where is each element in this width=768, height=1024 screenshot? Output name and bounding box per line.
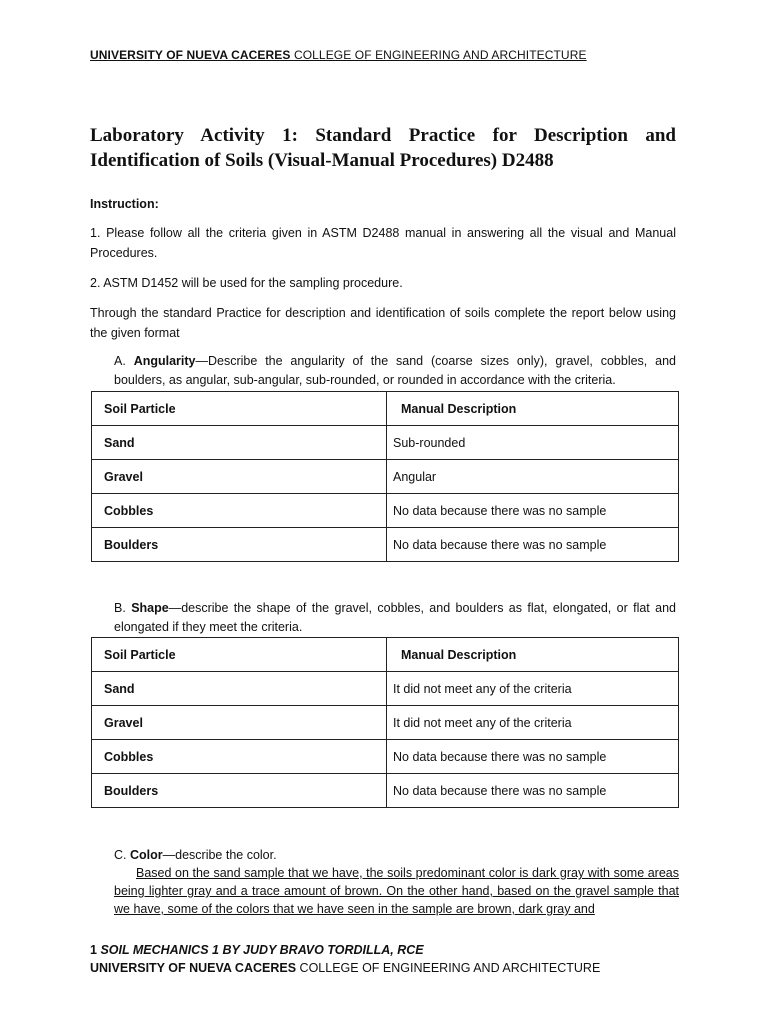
section-a-marker: A.: [114, 354, 126, 368]
table-cell-particle: Cobbles: [92, 494, 387, 528]
color-description: [114, 864, 679, 918]
instruction-1: 1. Please follow all the criteria given in ASTM D2488 manual in answering all the visual and Manual Procedures.: [90, 226, 676, 260]
table-row: [92, 528, 679, 562]
section-a-text: —Describe the angularity of the sand (coarse sizes only), gravel, cobbles, and boulders, as angular, sub-angular, sub-rounded, or rounded in accordance with the criteria.: [114, 354, 676, 387]
table-cell-particle: Sand: [92, 672, 387, 706]
color-description-text: Based on the sand sample that we have, the soils predominant color is dark gray with some areas being lighter gray and a trace amount of brown. On the other hand, based on the gravel sample that we have, some of the colors that we have seen in the sample are brown, dark gray and: [114, 866, 679, 916]
header-college: COLLEGE OF ENGINEERING AND ARCHITECTURE: [293, 48, 587, 62]
shape-table: [91, 637, 679, 808]
table-cell-description: No data because there was no sample: [387, 774, 679, 808]
section-b-term: Shape: [131, 601, 169, 615]
instruction-label: Instruction:: [90, 197, 159, 211]
table-row: [92, 426, 679, 460]
table-cell-description: It did not meet any of the criteria: [387, 706, 679, 740]
table-row: [92, 706, 679, 740]
header-university: UNIVERSITY OF NUEVA CACERES: [90, 48, 291, 62]
section-c-text: —describe the color.: [162, 848, 277, 862]
section-a-heading: [114, 352, 676, 390]
document-title: Laboratory Activity 1: Standard Practice for Description and Identification of Soils (Visual-Manual Procedures) D2488: [90, 125, 676, 171]
table-cell-description: Sub-rounded: [387, 426, 679, 460]
table-cell-description: Angular: [387, 460, 679, 494]
table-cell-particle: Cobbles: [92, 740, 387, 774]
section-b-heading: [114, 599, 676, 637]
table-cell-description: No data because there was no sample: [387, 494, 679, 528]
table-cell-particle: Sand: [92, 426, 387, 460]
table-row: [92, 672, 679, 706]
column-header-soil-particle: Soil Particle: [92, 638, 387, 672]
footer-college: COLLEGE OF ENGINEERING AND ARCHITECTURE: [299, 961, 601, 975]
section-c-marker: C.: [114, 848, 127, 862]
section-c-heading: [114, 846, 676, 865]
section-a-term: Angularity: [133, 354, 196, 368]
table-cell-particle: Boulders: [92, 528, 387, 562]
instruction-2: 2. ASTM D1452 will be used for the sampling procedure.: [90, 276, 403, 290]
table-row: [92, 494, 679, 528]
table-header-row: [92, 638, 679, 672]
table-cell-description: It did not meet any of the criteria: [387, 672, 679, 706]
intro-paragraph: Through the standard Practice for description and identification of soils complete the report below using the given format: [90, 306, 676, 340]
table-cell-description: No data because there was no sample: [387, 740, 679, 774]
table-row: [92, 740, 679, 774]
page-footer-institution: [90, 961, 600, 975]
page-footer-course: [90, 943, 424, 957]
table-cell-particle: Gravel: [92, 460, 387, 494]
column-header-manual-description: Manual Description: [387, 638, 679, 672]
footer-course: SOIL MECHANICS 1 BY JUDY BRAVO TORDILLA, RCE: [100, 943, 424, 957]
table-cell-particle: Boulders: [92, 774, 387, 808]
table-row: [92, 774, 679, 808]
column-header-soil-particle: Soil Particle: [92, 392, 387, 426]
angularity-table: [91, 391, 679, 562]
section-b-text: —describe the shape of the gravel, cobbles, and boulders as flat, elongated, or flat and elongated if they meet the criteria.: [114, 601, 676, 634]
table-header-row: [92, 392, 679, 426]
section-b-marker: B.: [114, 601, 126, 615]
section-c-term: Color: [129, 848, 163, 862]
page-number: 1: [90, 943, 97, 957]
footer-university: UNIVERSITY OF NUEVA CACERES: [90, 961, 297, 975]
table-cell-description: No data because there was no sample: [387, 528, 679, 562]
page-header: [90, 48, 587, 62]
table-cell-particle: Gravel: [92, 706, 387, 740]
table-row: [92, 460, 679, 494]
column-header-manual-description: Manual Description: [387, 392, 679, 426]
